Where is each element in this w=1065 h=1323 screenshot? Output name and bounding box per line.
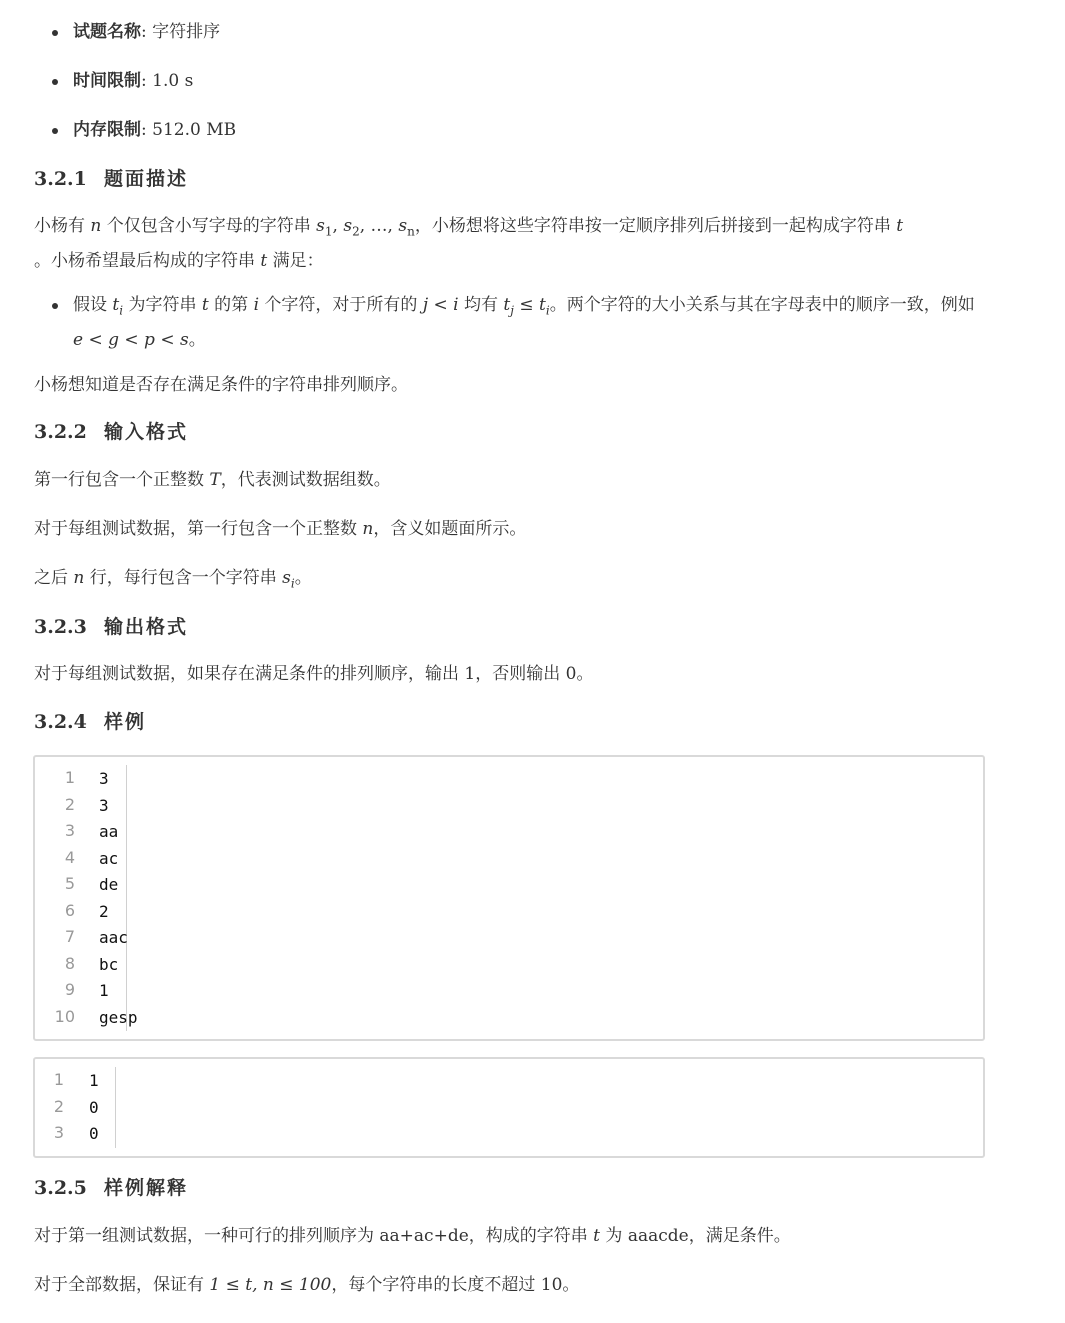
meta-value: 512.0 MB — [152, 120, 237, 140]
code-line — [35, 1004, 983, 1031]
line-number: 9 — [64, 980, 75, 999]
code-line — [35, 898, 983, 925]
code-text: 2 — [99, 901, 109, 921]
line-number: 3 — [64, 821, 75, 840]
code-text: 1 — [89, 1071, 99, 1090]
code-line — [35, 792, 983, 819]
meta-value: 1.0 s — [152, 71, 194, 91]
code-text: 0 — [89, 1097, 99, 1117]
input-paragraph-1: 第一行包含一个正整数 T，代表测试数据组数。 — [34, 470, 391, 490]
section-heading-input: 3.2.2 输入格式 — [34, 421, 189, 443]
code-line — [35, 1120, 983, 1147]
line-number: 6 — [64, 900, 75, 920]
code-line — [35, 765, 983, 792]
code-line — [35, 871, 983, 898]
code-line — [35, 1094, 983, 1121]
explain-paragraph-2: 对于全部数据，保证有 1 ≤ t, n ≤ 100，每个字符串的长度不超过 10。 — [34, 1275, 580, 1295]
desc-paragraph-1: 小杨有 n 个仅包含小写字母的字符串 $s_1$, $s_2$, …, $s_n$，小杨想将这些字符串按一定顺序排列后拼接到一起构成字符串 t 。小杨希望最后构成的字符串 t 满足： — [34, 216, 904, 272]
code-line — [35, 951, 983, 978]
section-heading-sample: 3.2.4 样例 — [34, 711, 147, 733]
line-number: 1 — [64, 768, 75, 787]
meta-key: 试题名称 — [73, 22, 141, 42]
code-text: 1 — [99, 981, 109, 1000]
meta-key: 时间限制 — [73, 71, 141, 91]
code-text: ac — [99, 848, 119, 868]
line-number: 5 — [64, 874, 75, 893]
code-text: bc — [99, 954, 119, 974]
input-paragraph-3: 之后 n 行，每行包含一个字符串 $s_i$。 — [34, 568, 312, 591]
code-line — [35, 977, 983, 1004]
input-paragraph-2: 对于每组测试数据，第一行包含一个正整数 n，含义如题面所示。 — [34, 519, 527, 539]
line-number: 1 — [53, 1070, 64, 1089]
meta-item-memory: 内存限制: 512.0 MB — [52, 116, 236, 165]
section-heading-desc: 3.2.1 题面描述 — [34, 168, 189, 190]
meta-key: 内存限制 — [73, 120, 141, 140]
output-paragraph-1: 对于每组测试数据，如果存在满足条件的排列顺序，输出 1，否则输出 0。 — [34, 664, 594, 684]
code-line — [35, 818, 983, 845]
desc-paragraph-2: 小杨想知道是否存在满足条件的字符串排列顺序。 — [34, 375, 408, 395]
desc-bullet: 假设 $t_i$ 为字符串 t 的第 i 个字符，对于所有的 j < i 均有 $t_j \le t_i$。两个字符的大小关系与其在字母表中的顺序一致，例如 e < g < p < s。 — [52, 290, 982, 355]
sample-input-code-block[interactable] — [33, 755, 985, 1041]
code-text: de — [99, 875, 119, 894]
line-number: 2 — [53, 1096, 64, 1116]
section-heading-output: 3.2.3 输出格式 — [34, 616, 189, 638]
code-line — [35, 1067, 983, 1094]
meta-value: 字符排序 — [152, 22, 221, 42]
line-number: 10 — [54, 1006, 75, 1026]
code-text: 0 — [89, 1124, 99, 1143]
code-text: gesp — [99, 1007, 138, 1027]
code-line — [35, 845, 983, 872]
meta-item-time: 时间限制: 1.0 s — [52, 67, 236, 116]
explain-paragraph-1: 对于第一组测试数据，一种可行的排列顺序为 aa+ac+de，构成的字符串 t 为 aaacde，满足条件。 — [34, 1226, 791, 1246]
line-number: 8 — [64, 953, 75, 973]
problem-meta-list — [52, 18, 236, 165]
sample-output-code-block[interactable] — [33, 1057, 985, 1158]
code-text: 3 — [99, 769, 109, 788]
line-number: 7 — [64, 927, 75, 946]
code-line — [35, 924, 983, 951]
section-heading-explain: 3.2.5 样例解释 — [34, 1177, 189, 1199]
meta-item-name: 试题名称: 字符排序 — [52, 18, 236, 67]
code-text: aa — [99, 822, 119, 841]
line-number: 2 — [64, 794, 75, 814]
line-number: 3 — [53, 1123, 64, 1142]
line-number: 4 — [64, 847, 75, 867]
code-text: 3 — [99, 795, 109, 815]
code-text: aac — [99, 928, 128, 947]
